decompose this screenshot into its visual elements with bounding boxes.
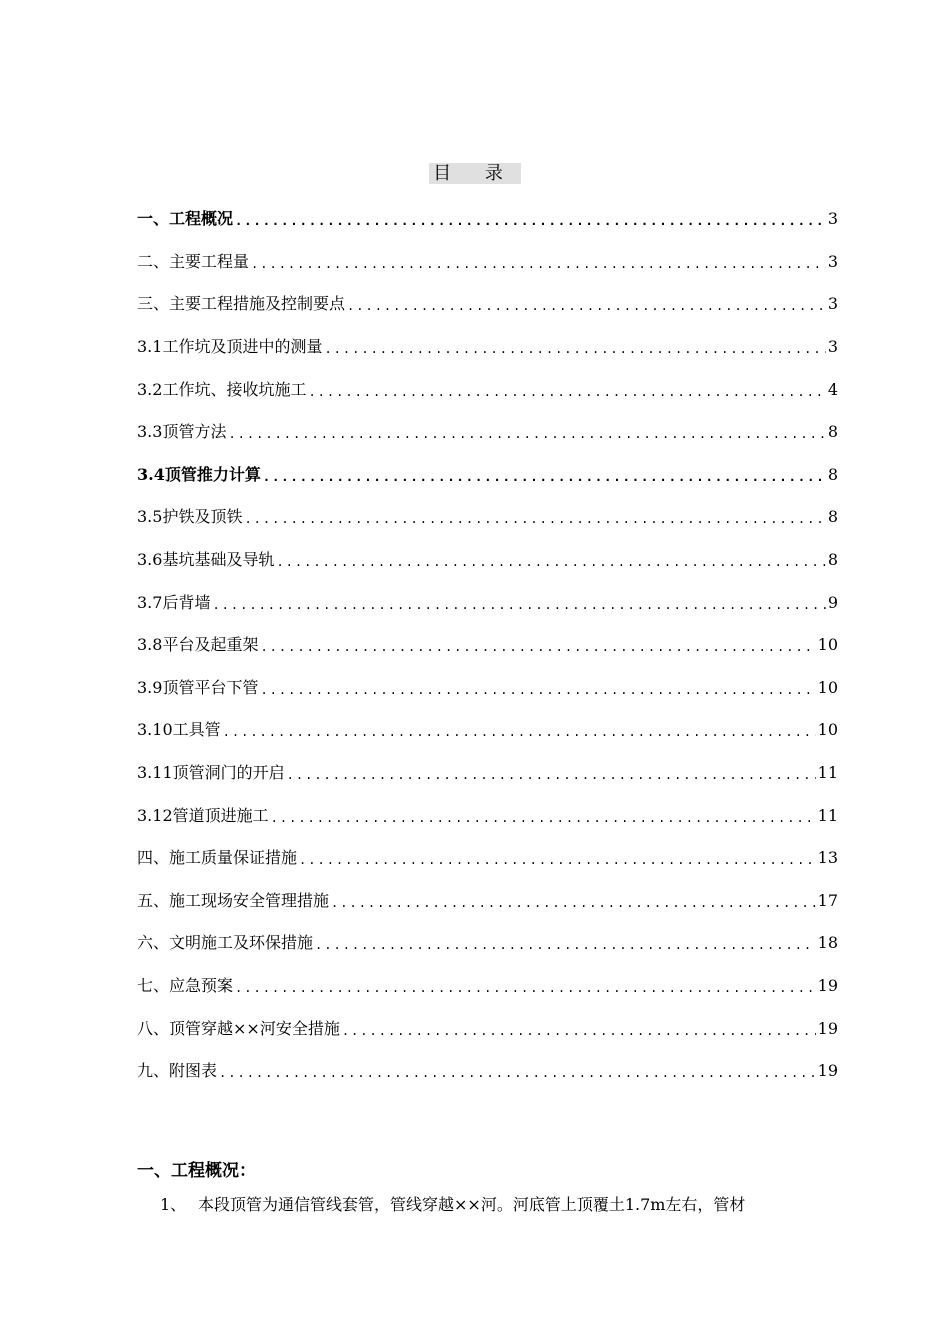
toc-dot-leader — [299, 846, 816, 870]
toc-entry-page-number: 19 — [817, 1018, 838, 1038]
section-heading: 一、工程概况： — [137, 1161, 256, 1181]
toc-dot-leader — [276, 548, 825, 572]
toc-dot-leader — [251, 250, 826, 274]
toc-dot-leader — [228, 420, 825, 444]
toc-title — [0, 162, 950, 186]
toc-dot-leader — [271, 804, 816, 828]
toc-entry-page-number: 8 — [827, 507, 838, 527]
toc-entry[interactable] — [137, 794, 838, 837]
toc-entry[interactable] — [137, 539, 838, 582]
toc-entry[interactable] — [137, 752, 838, 795]
toc-entry-label: 3.10工具管 — [137, 720, 221, 740]
toc-entry-label: 七、应急预案 — [137, 975, 234, 995]
toc-dot-leader — [212, 591, 825, 615]
toc-entry-page-number: 17 — [817, 890, 838, 910]
toc-entry[interactable] — [137, 454, 838, 497]
toc-dot-leader — [287, 761, 816, 785]
toc-entry[interactable] — [137, 880, 838, 923]
toc-entry[interactable] — [137, 241, 838, 284]
toc-dot-leader — [223, 718, 816, 742]
toc-entry[interactable] — [137, 496, 838, 539]
toc-entry-label: 二、主要工程量 — [137, 251, 250, 271]
body-paragraph — [160, 1192, 850, 1218]
toc-entry-label: 九、附图表 — [137, 1061, 218, 1081]
toc-entry-label: 3.9顶管平台下管 — [137, 677, 259, 697]
toc-entry-label: 3.4顶管推力计算 — [137, 464, 261, 484]
toc-dot-leader — [347, 292, 826, 316]
toc-dot-leader — [260, 676, 815, 700]
toc-entry-page-number: 11 — [817, 805, 838, 825]
paragraph-text: 本段顶管为通信管线套管，管线穿越××河。河底管上顶覆土1.7m左右，管材 — [198, 1195, 746, 1214]
toc-entry-label: 3.11顶管洞门的开启 — [137, 763, 285, 783]
toc-entry[interactable] — [137, 965, 838, 1008]
toc-entry-page-number: 8 — [827, 422, 838, 442]
toc-entry-label: 八、顶管穿越××河安全措施 — [137, 1018, 340, 1038]
toc-entry-label: 四、施工质量保证措施 — [137, 848, 298, 868]
toc-dot-leader — [315, 931, 816, 955]
toc-entry[interactable] — [137, 581, 838, 624]
table-of-contents — [137, 198, 838, 1092]
toc-entry-label: 3.12管道顶进施工 — [137, 805, 269, 825]
toc-entry-page-number: 19 — [817, 975, 838, 995]
toc-dot-leader — [263, 463, 826, 487]
toc-entry-page-number: 13 — [817, 848, 838, 868]
toc-entry[interactable] — [137, 283, 838, 326]
toc-entry-page-number: 9 — [827, 592, 838, 612]
toc-dot-leader — [342, 1017, 816, 1041]
toc-entry[interactable] — [137, 624, 838, 667]
toc-entry-page-number: 8 — [827, 464, 838, 484]
toc-entry-page-number: 18 — [817, 933, 838, 953]
toc-entry-label: 3.1工作坑及顶进中的测量 — [137, 337, 323, 357]
toc-entry-page-number: 10 — [817, 677, 838, 697]
toc-entry-page-number: 4 — [827, 379, 838, 399]
paragraph-number: 1、 — [160, 1195, 187, 1214]
toc-entry-page-number: 3 — [827, 209, 838, 229]
toc-dot-leader — [324, 335, 825, 359]
toc-entry-label: 3.2工作坑、接收坑施工 — [137, 379, 307, 399]
toc-entry[interactable] — [137, 667, 838, 710]
toc-entry-page-number: 8 — [827, 550, 838, 570]
toc-entry[interactable] — [137, 709, 838, 752]
toc-dot-leader — [235, 207, 826, 231]
toc-entry[interactable] — [137, 198, 838, 241]
toc-dot-leader — [308, 378, 825, 402]
toc-entry-label: 3.6基坑基础及导轨 — [137, 550, 275, 570]
toc-entry-label: 一、工程概况 — [137, 209, 234, 229]
toc-entry-label: 五、施工现场安全管理措施 — [137, 890, 330, 910]
toc-dot-leader — [235, 974, 816, 998]
toc-entry-label: 3.7后背墙 — [137, 592, 211, 612]
toc-entry-label: 3.3顶管方法 — [137, 422, 227, 442]
toc-entry[interactable] — [137, 326, 838, 369]
toc-entry-label: 三、主要工程措施及控制要点 — [137, 294, 346, 314]
toc-entry-label: 3.8平台及起重架 — [137, 635, 259, 655]
toc-entry[interactable] — [137, 837, 838, 880]
toc-title-text: 目 录 — [429, 163, 521, 184]
toc-entry[interactable] — [137, 368, 838, 411]
toc-entry-page-number: 11 — [817, 763, 838, 783]
toc-entry-page-number: 3 — [827, 337, 838, 357]
toc-dot-leader — [331, 889, 816, 913]
toc-entry[interactable] — [137, 411, 838, 454]
toc-dot-leader — [244, 505, 825, 529]
toc-dot-leader — [260, 633, 815, 657]
toc-entry[interactable] — [137, 1007, 838, 1050]
toc-dot-leader — [219, 1059, 816, 1083]
toc-entry-label: 六、文明施工及环保措施 — [137, 933, 314, 953]
toc-entry-label: 3.5护铁及顶铁 — [137, 507, 243, 527]
toc-entry-page-number: 3 — [827, 251, 838, 271]
toc-entry[interactable] — [137, 922, 838, 965]
toc-entry-page-number: 10 — [817, 720, 838, 740]
toc-entry-page-number: 10 — [817, 635, 838, 655]
toc-entry-page-number: 3 — [827, 294, 838, 314]
toc-entry-page-number: 19 — [817, 1061, 838, 1081]
toc-entry[interactable] — [137, 1050, 838, 1093]
